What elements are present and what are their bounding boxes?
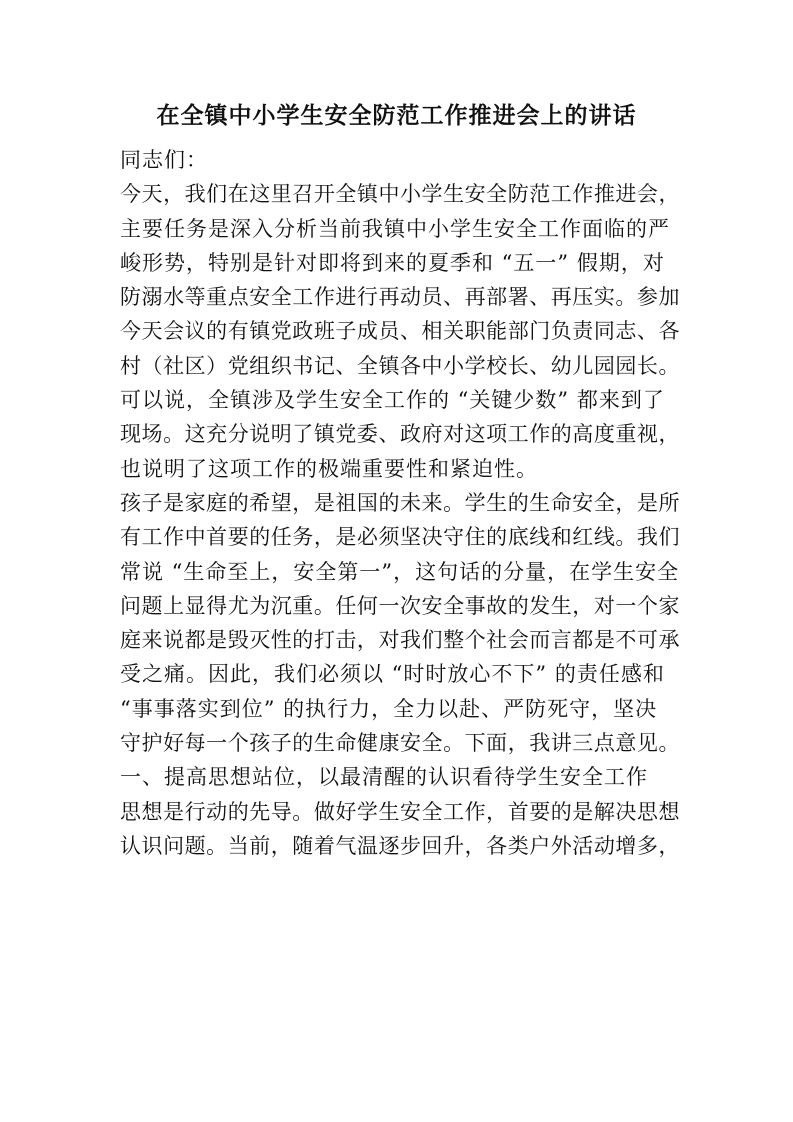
body-line: “事事落实到位” 的执行力，全力以赴、严防死守，坚决	[120, 696, 658, 721]
body-line: 问题上显得尤为沉重。任何一次安全事故的发生，对一个家	[120, 593, 680, 618]
body-line: 主要任务是深入分析当前我镇中小学生安全工作面临的严	[120, 216, 670, 241]
body-line: 有工作中首要的任务，是必须坚决守住的底线和红线。我们	[120, 525, 680, 550]
body-line: 孩子是家庭的希望，是祖国的未来。学生的生命安全，是所	[120, 490, 680, 515]
document-body	[120, 143, 680, 863]
body-line: 防溺水等重点安全工作进行再动员、再部署、再压实。参加	[120, 285, 680, 310]
body-line: 今天会议的有镇党政班子成员、相关职能部门负责同志、各	[120, 319, 680, 344]
body-line: 今天，我们在这里召开全镇中小学生安全防范工作推进会，	[120, 182, 680, 207]
section-heading: 一、提高思想站位，以最清醒的认识看待学生安全工作	[120, 765, 648, 790]
body-line: 峻形势，特别是针对即将到来的夏季和 “五一” 假期，对	[120, 250, 665, 275]
body-line: 庭来说都是毁灭性的打击，对我们整个社会而言都是不可承	[120, 628, 680, 653]
body-line: 认识问题。当前，随着气温逐步回升，各类户外活动增多，	[120, 833, 680, 858]
body-line: 思想是行动的先导。做好学生安全工作，首要的是解决思想	[120, 799, 680, 824]
body-line: 常说 “生命至上，安全第一”，这句话的分量，在学生安全	[120, 559, 680, 584]
body-line: 可以说，全镇涉及学生安全工作的 “关键少数” 都来到了	[120, 388, 665, 413]
body-line: 也说明了这项工作的极端重要性和紧迫性。	[120, 456, 538, 481]
body-line: 受之痛。因此，我们必须以 “时时放心不下” 的责任感和	[120, 662, 665, 687]
document-title: 在全镇中小学生安全防范工作推进会上的讲话	[156, 102, 637, 129]
body-line: 守护好每一个孩子的生命健康安全。下面，我讲三点意见。	[120, 731, 680, 756]
greeting-line: 同志们：	[120, 148, 208, 172]
body-line: 现场。这充分说明了镇党委、政府对这项工作的高度重视，	[120, 422, 680, 447]
body-line: 村（社区）党组织书记、全镇各中小学校长、幼儿园园长。	[120, 353, 680, 378]
